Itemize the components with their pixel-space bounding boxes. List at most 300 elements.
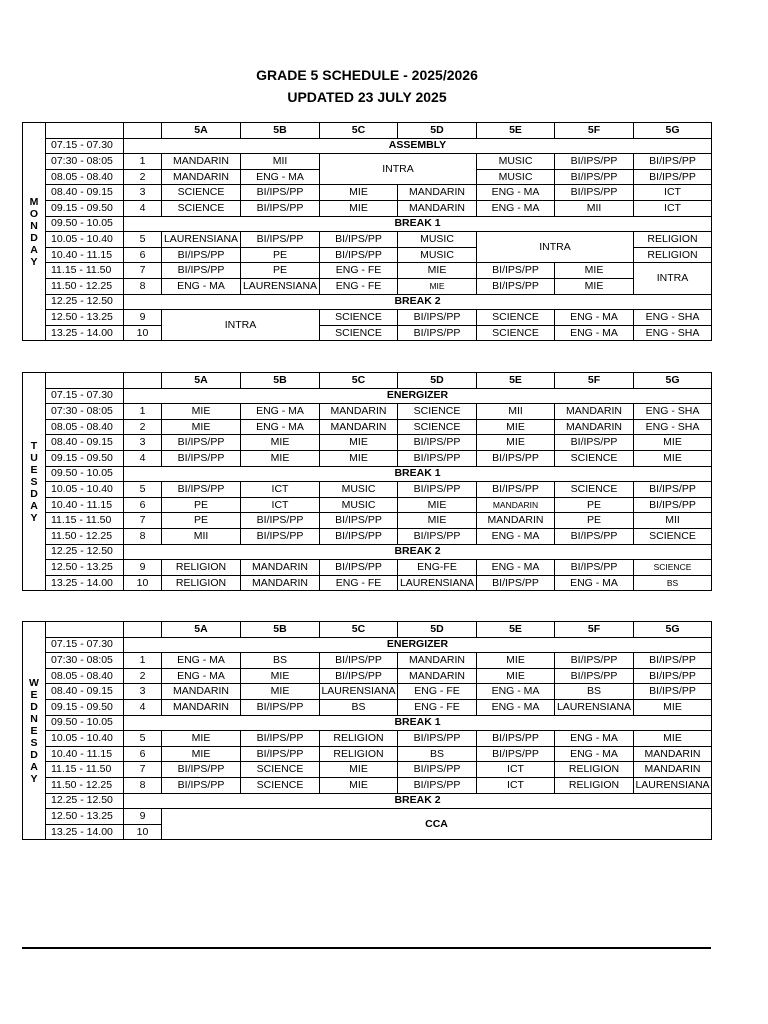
column-header: 5G <box>634 373 712 389</box>
subject-cell: BI/IPS/PP <box>241 528 320 544</box>
table-row <box>23 746 712 762</box>
table-row <box>23 668 712 684</box>
period-number: 1 <box>124 404 162 420</box>
table-row <box>23 138 712 154</box>
table-row <box>23 278 712 294</box>
period-number: 4 <box>124 450 162 466</box>
subject-cell: MANDARIN <box>241 575 320 591</box>
time-cell: 09.15 - 09.50 <box>46 699 124 715</box>
subject-cell: MANDARIN <box>162 699 241 715</box>
subject-cell: MIE <box>634 699 712 715</box>
time-cell: 12.25 - 12.50 <box>46 544 124 560</box>
subject-cell: BI/IPS/PP <box>320 668 398 684</box>
table-row <box>23 216 712 232</box>
subject-cell: ICT <box>634 185 712 201</box>
time-cell: 13.25 - 14.00 <box>46 325 124 341</box>
subject-cell: MIE <box>241 450 320 466</box>
table-row <box>23 482 712 498</box>
subject-cell: PE <box>555 513 634 529</box>
subject-cell: BI/IPS/PP <box>477 263 555 279</box>
period-number: 2 <box>124 169 162 185</box>
subject-cell: ENG - MA <box>477 684 555 700</box>
table-row <box>23 684 712 700</box>
subject-cell: ENG - MA <box>555 325 634 341</box>
time-cell: 09.15 - 09.50 <box>46 200 124 216</box>
time-cell: 10.40 - 11.15 <box>46 497 124 513</box>
subject-cell: BI/IPS/PP <box>398 731 477 747</box>
time-cell: 07:30 - 08:05 <box>46 653 124 669</box>
header-time <box>46 373 124 389</box>
period-number: 9 <box>124 560 162 576</box>
subject-cell: BI/IPS/PP <box>634 154 712 170</box>
period-number: 10 <box>124 325 162 341</box>
time-cell: 12.25 - 12.50 <box>46 793 124 809</box>
column-header: 5B <box>241 373 320 389</box>
subject-cell: BI/IPS/PP <box>241 746 320 762</box>
subject-cell: BS <box>241 653 320 669</box>
subject-cell: BI/IPS/PP <box>398 310 477 326</box>
column-header: 5F <box>555 373 634 389</box>
footer-divider <box>22 947 711 949</box>
subject-cell: SCIENCE <box>398 404 477 420</box>
column-header: 5D <box>398 622 477 638</box>
table-row <box>23 809 712 825</box>
subject-cell: ENG - FE <box>398 684 477 700</box>
subject-cell: BI/IPS/PP <box>477 278 555 294</box>
subject-cell: ENG - SHA <box>634 404 712 420</box>
period-number: 9 <box>124 809 162 825</box>
subject-cell: ENG - MA <box>162 653 241 669</box>
break-cell: BREAK 1 <box>124 715 712 731</box>
column-header: 5C <box>320 622 398 638</box>
period-number: 3 <box>124 435 162 451</box>
period-number: 4 <box>124 200 162 216</box>
time-cell: 12.25 - 12.50 <box>46 294 124 310</box>
table-row <box>23 232 712 248</box>
subject-cell: MIE <box>477 653 555 669</box>
subject-cell: BI/IPS/PP <box>162 482 241 498</box>
subject-cell: BI/IPS/PP <box>555 169 634 185</box>
time-cell: 11.15 - 11.50 <box>46 762 124 778</box>
subject-cell: ICT <box>477 762 555 778</box>
subject-cell: BI/IPS/PP <box>555 560 634 576</box>
subject-cell: RELIGION <box>555 777 634 793</box>
time-cell: 09.50 - 10.05 <box>46 715 124 731</box>
subject-cell: RELIGION <box>555 762 634 778</box>
subject-cell: MIE <box>634 450 712 466</box>
subject-cell: MUSIC <box>320 497 398 513</box>
subject-cell: ENG - FE <box>320 575 398 591</box>
subject-cell: BI/IPS/PP <box>320 528 398 544</box>
table-row <box>23 715 712 731</box>
subject-cell: SCIENCE <box>555 482 634 498</box>
time-cell: 07:30 - 08:05 <box>46 404 124 420</box>
subject-cell: MIE <box>162 731 241 747</box>
time-cell: 08.05 - 08.40 <box>46 668 124 684</box>
subject-cell: BI/IPS/PP <box>241 232 320 248</box>
column-header: 5F <box>555 622 634 638</box>
time-cell: 11.50 - 12.25 <box>46 528 124 544</box>
subject-cell: RELIGION <box>162 575 241 591</box>
subject-cell: BI/IPS/PP <box>162 263 241 279</box>
column-header: 5A <box>162 622 241 638</box>
header-period <box>124 373 162 389</box>
subject-cell: MANDARIN <box>555 419 634 435</box>
subject-cell: MANDARIN <box>398 668 477 684</box>
table-row <box>23 793 712 809</box>
table-row <box>23 513 712 529</box>
period-number: 4 <box>124 699 162 715</box>
period-number: 1 <box>124 653 162 669</box>
intra-cell: INTRA <box>320 154 477 185</box>
subject-cell: BS <box>320 699 398 715</box>
time-cell: 08.40 - 09.15 <box>46 185 124 201</box>
period-number: 8 <box>124 528 162 544</box>
subject-cell: SCIENCE <box>398 419 477 435</box>
subject-cell: ENG - FE <box>320 263 398 279</box>
subject-cell: PE <box>241 263 320 279</box>
subject-cell: BI/IPS/PP <box>555 668 634 684</box>
cca-cell: CCA <box>162 809 712 840</box>
period-number: 10 <box>124 824 162 840</box>
subject-cell: RELIGION <box>634 232 712 248</box>
subject-cell: BS <box>555 684 634 700</box>
period-number: 2 <box>124 419 162 435</box>
subject-cell: MII <box>634 513 712 529</box>
subject-cell: SCIENCE <box>634 560 712 576</box>
day-label-wednesday: W E D N E S D A Y <box>23 622 46 840</box>
subject-cell: SCIENCE <box>634 528 712 544</box>
subject-cell: MANDARIN <box>634 746 712 762</box>
table-row <box>23 653 712 669</box>
subject-cell: BI/IPS/PP <box>477 731 555 747</box>
subject-cell: BI/IPS/PP <box>634 482 712 498</box>
subject-cell: ENG - SHA <box>634 325 712 341</box>
subject-cell: BI/IPS/PP <box>320 247 398 263</box>
subject-cell: SCIENCE <box>162 200 241 216</box>
subject-cell: ENG - MA <box>477 699 555 715</box>
time-cell: 10.05 - 10.40 <box>46 482 124 498</box>
wednesday-schedule-table <box>22 621 712 840</box>
header-time <box>46 123 124 139</box>
subject-cell: ENG - MA <box>162 668 241 684</box>
time-cell: 08.40 - 09.15 <box>46 435 124 451</box>
subject-cell: BI/IPS/PP <box>398 528 477 544</box>
subject-cell: BI/IPS/PP <box>398 325 477 341</box>
subject-cell: MANDARIN <box>320 419 398 435</box>
column-header: 5F <box>555 123 634 139</box>
time-cell: 08.05 - 08.40 <box>46 169 124 185</box>
subject-cell: ENG - SHA <box>634 310 712 326</box>
period-number: 5 <box>124 731 162 747</box>
subject-cell: MANDARIN <box>162 154 241 170</box>
subject-cell: MIE <box>162 419 241 435</box>
time-cell: 13.25 - 14.00 <box>46 824 124 840</box>
subject-cell: ICT <box>477 777 555 793</box>
time-cell: 10.40 - 11.15 <box>46 746 124 762</box>
break-cell: BREAK 2 <box>124 793 712 809</box>
subject-cell: MII <box>555 200 634 216</box>
subject-cell: MII <box>241 154 320 170</box>
column-header: 5E <box>477 373 555 389</box>
subject-cell: LAURENSIANA <box>555 699 634 715</box>
table-row <box>23 310 712 326</box>
subject-cell: BI/IPS/PP <box>241 513 320 529</box>
table-row <box>23 294 712 310</box>
subject-cell: BI/IPS/PP <box>398 435 477 451</box>
time-cell: 10.40 - 11.15 <box>46 247 124 263</box>
subject-cell: MANDARIN <box>398 653 477 669</box>
period-number: 5 <box>124 232 162 248</box>
subject-cell: MIE <box>634 731 712 747</box>
subject-cell: BI/IPS/PP <box>320 560 398 576</box>
column-header: 5G <box>634 123 712 139</box>
subject-cell: PE <box>162 513 241 529</box>
table-row <box>23 575 712 591</box>
subject-cell: BI/IPS/PP <box>162 762 241 778</box>
time-cell: 12.50 - 13.25 <box>46 310 124 326</box>
monday-schedule-table <box>22 122 712 341</box>
subject-cell: MANDARIN <box>477 497 555 513</box>
column-header: 5D <box>398 123 477 139</box>
subject-cell: BI/IPS/PP <box>555 653 634 669</box>
period-number: 2 <box>124 668 162 684</box>
period-number: 8 <box>124 777 162 793</box>
subject-cell: MIE <box>320 185 398 201</box>
column-header: 5B <box>241 123 320 139</box>
subject-cell: ENG - MA <box>241 169 320 185</box>
table-row <box>23 762 712 778</box>
table-row <box>23 388 712 404</box>
table-row <box>23 263 712 279</box>
period-number: 6 <box>124 497 162 513</box>
subject-cell: MUSIC <box>477 169 555 185</box>
time-cell: 09.15 - 09.50 <box>46 450 124 466</box>
time-cell: 09.50 - 10.05 <box>46 466 124 482</box>
subject-cell: BI/IPS/PP <box>162 435 241 451</box>
subject-cell: SCIENCE <box>241 777 320 793</box>
subject-cell: ENG-FE <box>398 560 477 576</box>
subject-cell: BI/IPS/PP <box>241 699 320 715</box>
subject-cell: BI/IPS/PP <box>241 200 320 216</box>
header-row <box>23 123 712 139</box>
subject-cell: MUSIC <box>477 154 555 170</box>
column-header: 5E <box>477 622 555 638</box>
header-period <box>124 123 162 139</box>
subject-cell: ENG - MA <box>555 731 634 747</box>
subject-cell: RELIGION <box>162 560 241 576</box>
subject-cell: PE <box>162 497 241 513</box>
period-number: 6 <box>124 247 162 263</box>
subject-cell: LAURENSIANA <box>162 232 241 248</box>
table-row <box>23 450 712 466</box>
subject-cell: BI/IPS/PP <box>398 762 477 778</box>
subject-cell: BI/IPS/PP <box>320 513 398 529</box>
subject-cell: BI/IPS/PP <box>162 450 241 466</box>
column-header: 5E <box>477 123 555 139</box>
table-row <box>23 544 712 560</box>
subject-cell: MIE <box>241 684 320 700</box>
column-header: 5B <box>241 622 320 638</box>
subject-cell: SCIENCE <box>241 762 320 778</box>
subject-cell: MIE <box>398 278 477 294</box>
subject-cell: SCIENCE <box>555 450 634 466</box>
header-period <box>124 622 162 638</box>
subject-cell: MIE <box>320 200 398 216</box>
subject-cell: SCIENCE <box>477 325 555 341</box>
subject-cell: MIE <box>477 419 555 435</box>
time-cell: 07.15 - 07.30 <box>46 138 124 154</box>
subject-cell: ENG - MA <box>477 185 555 201</box>
subject-cell: LAURENSIANA <box>320 684 398 700</box>
time-cell: 11.50 - 12.25 <box>46 777 124 793</box>
subject-cell: ENG - FE <box>398 699 477 715</box>
subject-cell: BI/IPS/PP <box>477 450 555 466</box>
subject-cell: BI/IPS/PP <box>634 668 712 684</box>
subject-cell: MIE <box>241 435 320 451</box>
period-number: 7 <box>124 513 162 529</box>
subject-cell: MIE <box>320 762 398 778</box>
subject-cell: ENG - MA <box>477 200 555 216</box>
table-row <box>23 777 712 793</box>
subject-cell: MIE <box>320 777 398 793</box>
time-cell: 09.50 - 10.05 <box>46 216 124 232</box>
table-row <box>23 435 712 451</box>
subject-cell: BI/IPS/PP <box>555 435 634 451</box>
subject-cell: ICT <box>241 497 320 513</box>
subject-cell: ENG - MA <box>477 560 555 576</box>
subject-cell: BI/IPS/PP <box>241 185 320 201</box>
time-cell: 11.50 - 12.25 <box>46 278 124 294</box>
subject-cell: MIE <box>320 435 398 451</box>
subject-cell: BI/IPS/PP <box>320 232 398 248</box>
subject-cell: BS <box>398 746 477 762</box>
tuesday-schedule-table <box>22 372 712 591</box>
table-row <box>23 497 712 513</box>
page-title: GRADE 5 SCHEDULE - 2025/2026 <box>256 67 478 83</box>
subject-cell: BI/IPS/PP <box>634 497 712 513</box>
subject-cell: PE <box>241 247 320 263</box>
subject-cell: MIE <box>555 263 634 279</box>
subject-cell: MIE <box>555 278 634 294</box>
subject-cell: BI/IPS/PP <box>162 247 241 263</box>
subject-cell: ICT <box>241 482 320 498</box>
subject-cell: BI/IPS/PP <box>555 154 634 170</box>
intra-cell: INTRA <box>634 263 712 294</box>
subject-cell: BI/IPS/PP <box>398 450 477 466</box>
subject-cell: BS <box>634 575 712 591</box>
subject-cell: MANDARIN <box>477 513 555 529</box>
subject-cell: BI/IPS/PP <box>555 185 634 201</box>
time-cell: 08.40 - 09.15 <box>46 684 124 700</box>
subject-cell: BI/IPS/PP <box>477 482 555 498</box>
period-number: 3 <box>124 684 162 700</box>
column-header: 5C <box>320 123 398 139</box>
subject-cell: SCIENCE <box>477 310 555 326</box>
subject-cell: ENG - MA <box>477 528 555 544</box>
time-cell: 10.05 - 10.40 <box>46 731 124 747</box>
subject-cell: ENG - MA <box>555 575 634 591</box>
subject-cell: LAURENSIANA <box>634 777 712 793</box>
assembly-cell: ASSEMBLY <box>124 138 712 154</box>
subject-cell: RELIGION <box>320 746 398 762</box>
subject-cell: MII <box>162 528 241 544</box>
subject-cell: ENG - MA <box>241 404 320 420</box>
day-label-monday: M O N D A Y <box>23 123 46 341</box>
period-number: 1 <box>124 154 162 170</box>
subject-cell: BI/IPS/PP <box>398 777 477 793</box>
subject-cell: MANDARIN <box>398 185 477 201</box>
subject-cell: BI/IPS/PP <box>398 482 477 498</box>
subject-cell: ENG - MA <box>162 278 241 294</box>
subject-cell: RELIGION <box>320 731 398 747</box>
subject-cell: SCIENCE <box>320 310 398 326</box>
column-header: 5D <box>398 373 477 389</box>
time-cell: 07.15 - 07.30 <box>46 388 124 404</box>
intra-cell: INTRA <box>477 232 634 263</box>
table-row <box>23 466 712 482</box>
table-row <box>23 419 712 435</box>
table-row <box>23 185 712 201</box>
subject-cell: LAURENSIANA <box>241 278 320 294</box>
subject-cell: MUSIC <box>398 247 477 263</box>
time-cell: 11.15 - 11.50 <box>46 263 124 279</box>
header-row <box>23 373 712 389</box>
subject-cell: BI/IPS/PP <box>555 528 634 544</box>
subject-cell: BI/IPS/PP <box>634 684 712 700</box>
time-cell: 07:30 - 08:05 <box>46 154 124 170</box>
subject-cell: MANDARIN <box>555 404 634 420</box>
table-row <box>23 637 712 653</box>
period-number: 9 <box>124 310 162 326</box>
day-label-tuesday: T U E S D A Y <box>23 373 46 591</box>
period-number: 10 <box>124 575 162 591</box>
subject-cell: BI/IPS/PP <box>241 731 320 747</box>
subject-cell: ENG - SHA <box>634 419 712 435</box>
period-number: 6 <box>124 746 162 762</box>
table-row <box>23 699 712 715</box>
period-number: 7 <box>124 263 162 279</box>
column-header: 5A <box>162 123 241 139</box>
table-row <box>23 200 712 216</box>
subject-cell: PE <box>555 497 634 513</box>
column-header: 5A <box>162 373 241 389</box>
table-row <box>23 731 712 747</box>
subject-cell: RELIGION <box>634 247 712 263</box>
subject-cell: MANDARIN <box>320 404 398 420</box>
subject-cell: SCIENCE <box>162 185 241 201</box>
break-cell: BREAK 2 <box>124 544 712 560</box>
subject-cell: MIE <box>398 497 477 513</box>
subject-cell: BI/IPS/PP <box>162 777 241 793</box>
time-cell: 13.25 - 14.00 <box>46 575 124 591</box>
time-cell: 12.50 - 13.25 <box>46 809 124 825</box>
subject-cell: MIE <box>241 668 320 684</box>
energizer-cell: ENERGIZER <box>124 637 712 653</box>
subject-cell: MIE <box>162 404 241 420</box>
subject-cell: ICT <box>634 200 712 216</box>
subject-cell: MUSIC <box>398 232 477 248</box>
subject-cell: ENG - MA <box>555 746 634 762</box>
time-cell: 08.05 - 08.40 <box>46 419 124 435</box>
energizer-cell: ENERGIZER <box>124 388 712 404</box>
subject-cell: MIE <box>162 746 241 762</box>
period-number: 3 <box>124 185 162 201</box>
column-header: 5C <box>320 373 398 389</box>
subject-cell: ENG - MA <box>555 310 634 326</box>
subject-cell: ENG - MA <box>241 419 320 435</box>
subject-cell: ENG - FE <box>320 278 398 294</box>
